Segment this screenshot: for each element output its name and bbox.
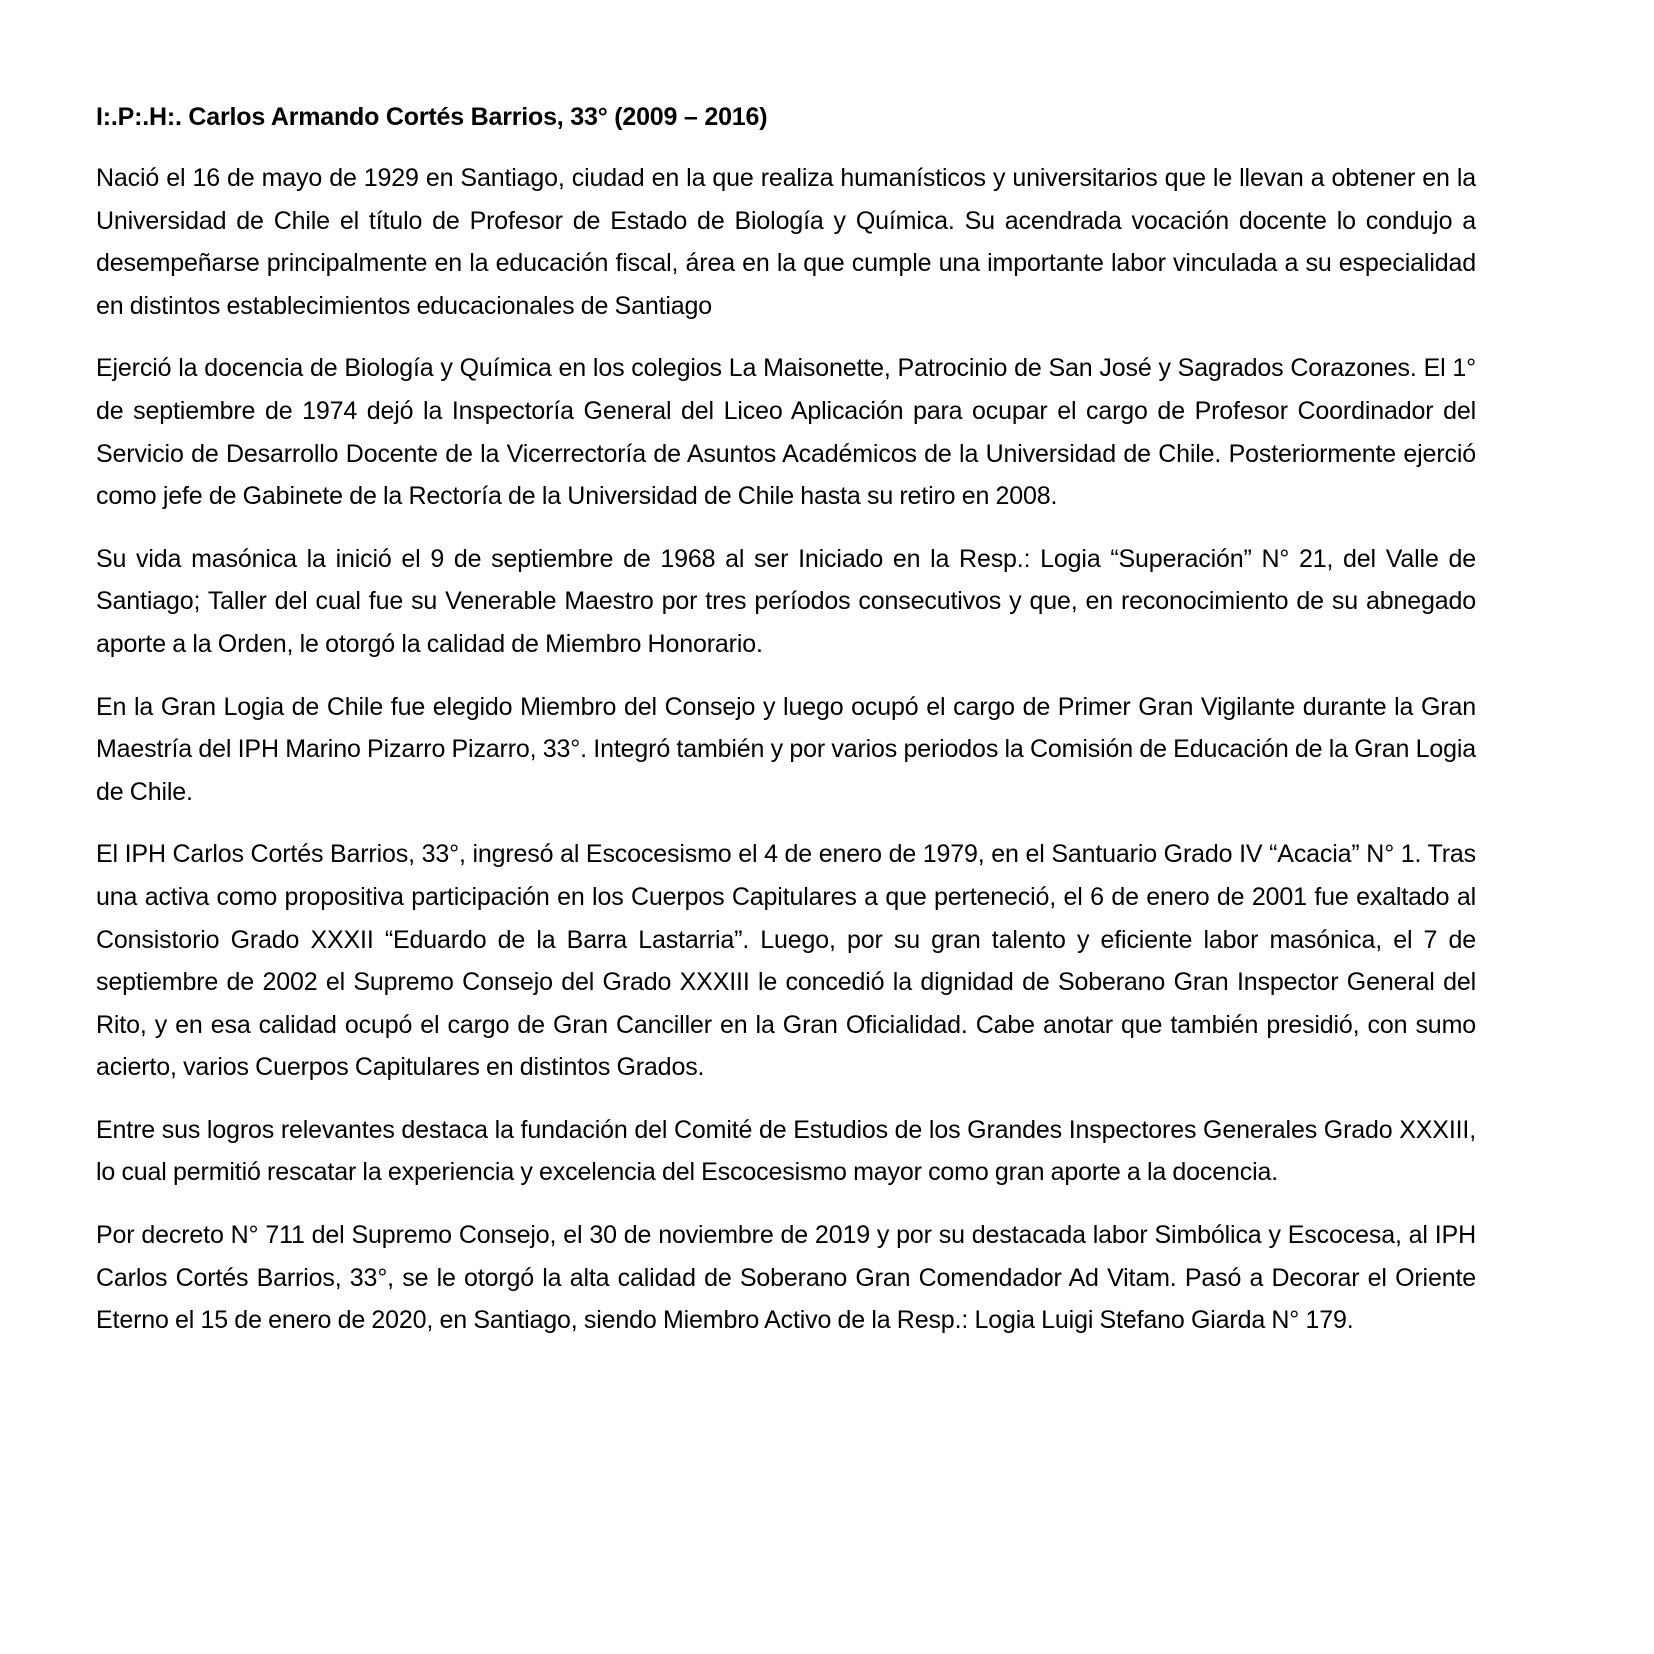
paragraph-masonic-life: Su vida masónica la inició el 9 de septiembre de 1968 al ser Iniciado en la Resp.: Logia “Superación” N° 21, del Valle de Santiago; Taller del cual fue su Venerable Maestro por tres períodos consecutivos y que, en reconocimiento de su abnegado aporte a la Orden, le otorgó la calidad de Miembro Honorario. (96, 544, 1476, 658)
paragraph-scottish-rite: El IPH Carlos Cortés Barrios, 33°, ingresó al Escocesismo el 4 de enero de 1979, en el Santuario Grado IV “Acacia” N° 1. Tras una activa como propositiva participación en los Cuerpos Capitulares a que perteneció, el 6 de enero de 2001 fue exaltado al Consistorio Grado XXXII “Eduardo de la Barra Lastarria”. Luego, por su gran talento y eficiente labor masónica, el 7 de septiembre de 2002 el Supremo Consejo del Grado XXXIII le concedió la dignidad de Soberano Gran Inspector General del Rito, y en esa calidad ocupó el cargo de Gran Canciller en la Gran Oficialidad. Cabe anotar que también presidió, con sumo acierto, varios Cuerpos Capitulares en distintos Grados. (96, 840, 1476, 1082)
paragraph-birth-education: Nació el 16 de mayo de 1929 en Santiago, ciudad en la que realiza humanísticos y universitarios que le llevan a obtener en la Universidad de Chile el título de Profesor de Estado de Biología y Química. Su acendrada vocación docente lo condujo a desempeñarse principalmente en la educación fiscal, área en la que cumple una importante labor vinculada a su especialidad en distintos establecimientos educacionales de Santiago (96, 164, 1476, 320)
paragraph-decree-and-passing: Por decreto N° 711 del Supremo Consejo, el 30 de noviembre de 2019 y por su destacada labor Simbólica y Escocesa, al IPH Carlos Cortés Barrios, 33°, se le otorgó la alta calidad de Soberano Gran Comendador Ad Vitam. Pasó a Decorar el Oriente Eterno el 15 de enero de 2020, en Santiago, siendo Miembro Activo de la Resp.: Logia Luigi Stefano Giarda N° 179. (96, 1221, 1476, 1335)
paragraph-grand-lodge: En la Gran Logia de Chile fue elegido Miembro del Consejo y luego ocupó el cargo de Primer Gran Vigilante durante la Gran Maestría del IPH Marino Pizarro Pizarro, 33°. Integró también y por varios periodos la Comisión de Educación de la Gran Logia de Chile. (96, 692, 1476, 806)
paragraph-teaching-career: Ejerció la docencia de Biología y Química en los colegios La Maisonette, Patrocinio de San José y Sagrados Corazones. El 1° de septiembre de 1974 dejó la Inspectoría General del Liceo Aplicación para ocupar el cargo de Profesor Coordinador del Servicio de Desarrollo Docente de la Vicerrectoría de Asuntos Académicos de la Universidad de Chile. Posteriormente ejerció como jefe de Gabinete de la Rectoría de la Universidad de Chile hasta su retiro en 2008. (96, 354, 1476, 511)
paragraph-achievements: Entre sus logros relevantes destaca la fundación del Comité de Estudios de los Grandes Inspectores Generales Grado XXXIII, lo cual permitió rescatar la experiencia y excelencia del Escocesismo mayor como gran aporte a la docencia. (96, 1115, 1476, 1187)
document-title: I:.P:.H:. Carlos Armando Cortés Barrios, 33° (2009 – 2016) (96, 103, 768, 131)
document-page (96, 96, 1476, 1362)
